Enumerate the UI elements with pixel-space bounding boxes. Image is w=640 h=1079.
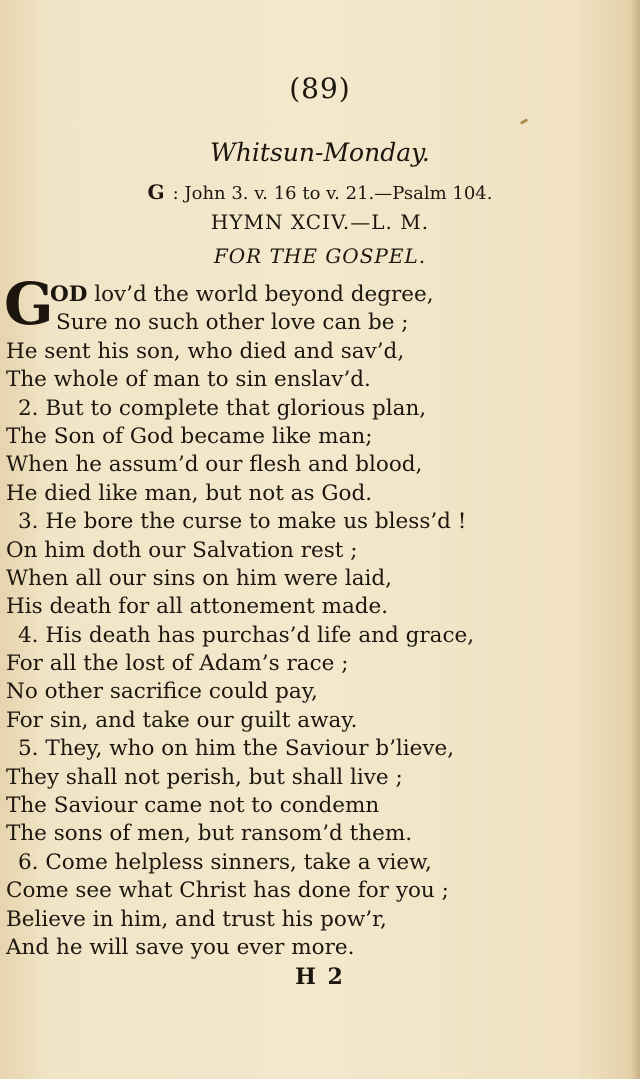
hymn-line: For all the lost of Adam’s race ; (6, 651, 349, 677)
hymn-line: No other sacrifice could pay, (6, 679, 318, 705)
hymn-line: When all our sins on him were laid, (6, 565, 392, 591)
first-word: OD (50, 282, 88, 307)
drop-cap: G (4, 270, 54, 338)
scripture-reference (0, 180, 640, 204)
hymn-line: When he assum’d our flesh and blood, (6, 452, 423, 478)
hymn-line: 3. He bore the curse to make us bless’d ! (18, 509, 467, 535)
page-number: (89) (289, 72, 351, 105)
hymn-line: Sure no such other love can be ; (56, 310, 409, 336)
hymn-line: The sons of men, but ransom’d them. (6, 821, 413, 847)
page-title: Whitsun-Monday. (210, 138, 430, 167)
hymn-line: He sent his son, who died and sav’d, (6, 338, 405, 364)
hymn-line: His death for all attonement made. (6, 594, 389, 620)
hymn-line: 4. His death has purchas’d life and grace, (18, 622, 475, 648)
hymn-line: Believe in him, and trust his pow’r, (6, 906, 387, 932)
hymn-line: 6. Come helpless sinners, take a view, (18, 849, 432, 875)
hymn-line: The Saviour came not to condemn (6, 793, 380, 819)
paper-fleck (520, 118, 528, 125)
hymn-text (6, 281, 626, 962)
hymn-line-1 (6, 281, 626, 309)
hymn-line: He died like man, but not as God. (6, 480, 373, 506)
first-line-rest: lov’d the world beyond degree, (87, 282, 434, 307)
hymn-line: They shall not perish, but shall live ; (6, 764, 403, 790)
hymn-line: And he will save you ever more. (6, 934, 355, 960)
hymn-line: Come see what Christ has done for you ; (6, 878, 449, 904)
hymn-line: On him doth our Salvation rest ; (6, 537, 358, 563)
signature-mark: H 2 (295, 964, 345, 990)
reference-mark: G (147, 180, 165, 204)
hymn-line: 5. They, who on him the Saviour b’lieve, (18, 736, 455, 762)
hymn-line: The whole of man to sin enslav’d. (6, 367, 371, 393)
hymn-heading: HYMN XCIV.—L. M. (210, 210, 430, 234)
hymn-subtitle: FOR THE GOSPEL. (213, 244, 427, 268)
hymn-line: 2. But to complete that glorious plan, (18, 395, 427, 421)
hymn-line: The Son of God became like man; (6, 423, 373, 449)
hymn-line: For sin, and take our guilt away. (6, 707, 358, 733)
reference-text: : John 3. v. 16 to v. 21.—Psalm 104. (172, 183, 493, 204)
